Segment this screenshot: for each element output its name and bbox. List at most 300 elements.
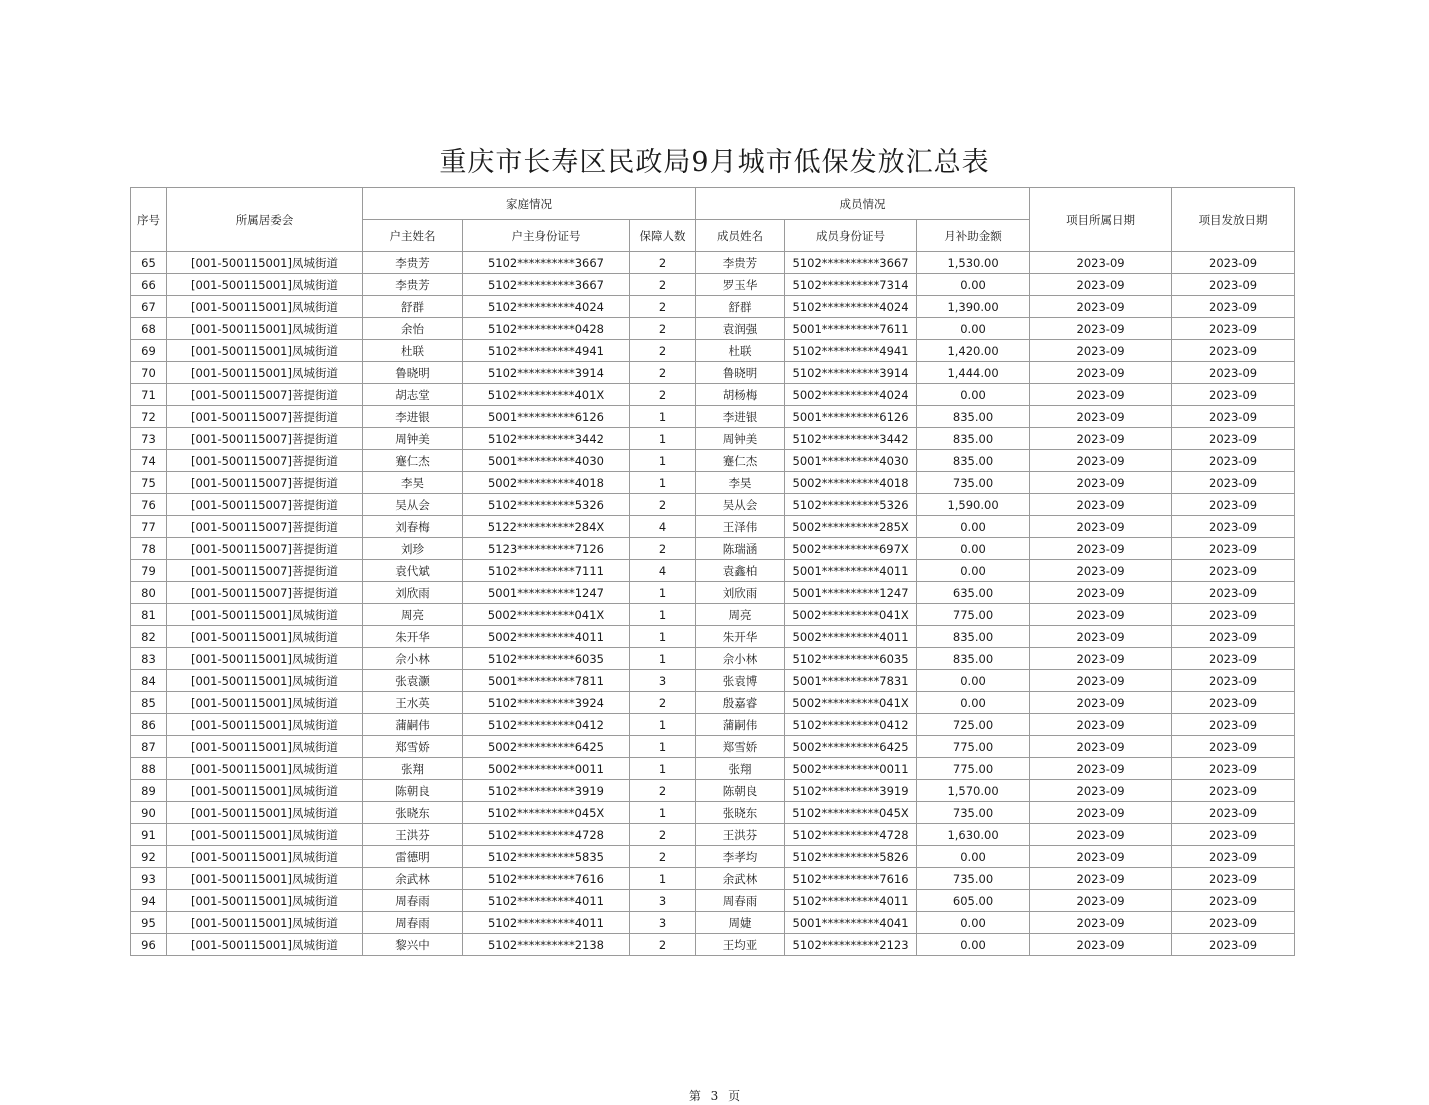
- cell-issue-date: 2023-09: [1172, 494, 1295, 516]
- cell-item-date: 2023-09: [1030, 890, 1172, 912]
- cell-amount: 0.00: [917, 670, 1030, 692]
- cell-item-date: 2023-09: [1030, 560, 1172, 582]
- cell-committee: [001-500115007]菩提街道: [167, 406, 363, 428]
- cell-head-name: 郑雪娇: [363, 736, 463, 758]
- cell-amount: 775.00: [917, 604, 1030, 626]
- cell-seq: 78: [131, 538, 167, 560]
- table-row: [131, 516, 1295, 538]
- cell-committee: [001-500115001]凤城街道: [167, 648, 363, 670]
- table-row: [131, 846, 1295, 868]
- cell-head-id: 5001**********6126: [463, 406, 630, 428]
- header-head-id: 户主身份证号: [463, 220, 630, 252]
- cell-head-id: 5001**********7811: [463, 670, 630, 692]
- cell-item-date: 2023-09: [1030, 670, 1172, 692]
- cell-issue-date: 2023-09: [1172, 692, 1295, 714]
- cell-seq: 69: [131, 340, 167, 362]
- cell-committee: [001-500115001]凤城街道: [167, 318, 363, 340]
- cell-seq: 76: [131, 494, 167, 516]
- cell-head-name: 李昊: [363, 472, 463, 494]
- cell-committee: [001-500115001]凤城街道: [167, 824, 363, 846]
- cell-head-id: 5102**********6035: [463, 648, 630, 670]
- cell-head-id: 5001**********4030: [463, 450, 630, 472]
- cell-count: 2: [630, 296, 696, 318]
- cell-seq: 91: [131, 824, 167, 846]
- cell-amount: 735.00: [917, 802, 1030, 824]
- cell-committee: [001-500115007]菩提街道: [167, 538, 363, 560]
- cell-seq: 79: [131, 560, 167, 582]
- cell-seq: 75: [131, 472, 167, 494]
- cell-amount: 0.00: [917, 934, 1030, 956]
- cell-item-date: 2023-09: [1030, 538, 1172, 560]
- cell-item-date: 2023-09: [1030, 582, 1172, 604]
- table-row: [131, 648, 1295, 670]
- cell-issue-date: 2023-09: [1172, 846, 1295, 868]
- cell-amount: 0.00: [917, 538, 1030, 560]
- table-row: [131, 780, 1295, 802]
- cell-member-id: 5002**********285X: [785, 516, 917, 538]
- cell-issue-date: 2023-09: [1172, 472, 1295, 494]
- cell-head-name: 陈朝良: [363, 780, 463, 802]
- cell-member-name: 李昊: [696, 472, 785, 494]
- header-member-group: 成员情况: [696, 188, 1030, 220]
- cell-member-name: 李孝均: [696, 846, 785, 868]
- cell-member-name: 余武林: [696, 868, 785, 890]
- cell-head-id: 5102**********3924: [463, 692, 630, 714]
- cell-item-date: 2023-09: [1030, 780, 1172, 802]
- cell-count: 2: [630, 538, 696, 560]
- table-row: [131, 890, 1295, 912]
- cell-member-name: 杜联: [696, 340, 785, 362]
- cell-head-name: 刘欣雨: [363, 582, 463, 604]
- cell-head-id: 5102**********0412: [463, 714, 630, 736]
- cell-count: 1: [630, 714, 696, 736]
- cell-count: 2: [630, 318, 696, 340]
- cell-head-id: 5002**********0011: [463, 758, 630, 780]
- cell-issue-date: 2023-09: [1172, 538, 1295, 560]
- cell-issue-date: 2023-09: [1172, 824, 1295, 846]
- cell-amount: 0.00: [917, 692, 1030, 714]
- cell-member-name: 李进银: [696, 406, 785, 428]
- cell-seq: 72: [131, 406, 167, 428]
- cell-count: 1: [630, 736, 696, 758]
- cell-member-name: 刘欣雨: [696, 582, 785, 604]
- cell-item-date: 2023-09: [1030, 648, 1172, 670]
- cell-member-id: 5001**********4030: [785, 450, 917, 472]
- cell-seq: 94: [131, 890, 167, 912]
- table-row: [131, 340, 1295, 362]
- table-row: [131, 384, 1295, 406]
- cell-issue-date: 2023-09: [1172, 934, 1295, 956]
- cell-member-name: 陈瑞涵: [696, 538, 785, 560]
- cell-member-id: 5002**********6425: [785, 736, 917, 758]
- cell-committee: [001-500115001]凤城街道: [167, 736, 363, 758]
- cell-count: 1: [630, 406, 696, 428]
- table-row: [131, 758, 1295, 780]
- cell-item-date: 2023-09: [1030, 846, 1172, 868]
- cell-head-name: 蒲嗣伟: [363, 714, 463, 736]
- table-row: [131, 450, 1295, 472]
- table-row: [131, 274, 1295, 296]
- cell-member-id: 5001**********1247: [785, 582, 917, 604]
- table-row: [131, 472, 1295, 494]
- cell-member-id: 5102**********2123: [785, 934, 917, 956]
- table-row: [131, 868, 1295, 890]
- cell-amount: 0.00: [917, 560, 1030, 582]
- cell-head-id: 5102**********045X: [463, 802, 630, 824]
- header-family-group: 家庭情况: [363, 188, 696, 220]
- cell-committee: [001-500115007]菩提街道: [167, 384, 363, 406]
- table-header: [131, 188, 1295, 252]
- cell-member-id: 5102**********7314: [785, 274, 917, 296]
- cell-member-id: 5102**********4941: [785, 340, 917, 362]
- cell-committee: [001-500115007]菩提街道: [167, 472, 363, 494]
- cell-count: 4: [630, 516, 696, 538]
- cell-head-name: 舒群: [363, 296, 463, 318]
- table-row: [131, 604, 1295, 626]
- cell-amount: 1,390.00: [917, 296, 1030, 318]
- table-row: [131, 362, 1295, 384]
- cell-head-id: 5002**********4018: [463, 472, 630, 494]
- cell-issue-date: 2023-09: [1172, 450, 1295, 472]
- cell-member-name: 舒群: [696, 296, 785, 318]
- cell-item-date: 2023-09: [1030, 274, 1172, 296]
- cell-issue-date: 2023-09: [1172, 736, 1295, 758]
- cell-amount: 835.00: [917, 648, 1030, 670]
- cell-amount: 835.00: [917, 406, 1030, 428]
- cell-count: 2: [630, 274, 696, 296]
- cell-seq: 95: [131, 912, 167, 934]
- page-number: 3: [710, 1089, 719, 1103]
- cell-head-name: 朱开华: [363, 626, 463, 648]
- cell-member-name: 朱开华: [696, 626, 785, 648]
- cell-committee: [001-500115001]凤城街道: [167, 626, 363, 648]
- cell-issue-date: 2023-09: [1172, 296, 1295, 318]
- cell-member-id: 5002**********041X: [785, 692, 917, 714]
- cell-member-id: 5002**********4018: [785, 472, 917, 494]
- page-footer: [0, 1087, 1429, 1104]
- table-row: [131, 560, 1295, 582]
- cell-amount: 0.00: [917, 384, 1030, 406]
- cell-member-id: 5102**********7616: [785, 868, 917, 890]
- cell-committee: [001-500115001]凤城街道: [167, 846, 363, 868]
- cell-committee: [001-500115001]凤城街道: [167, 758, 363, 780]
- cell-item-date: 2023-09: [1030, 450, 1172, 472]
- cell-member-id: 5002**********0011: [785, 758, 917, 780]
- cell-committee: [001-500115007]菩提街道: [167, 516, 363, 538]
- cell-count: 1: [630, 450, 696, 472]
- cell-head-id: 5102**********401X: [463, 384, 630, 406]
- page-title: 重庆市长寿区民政局9月城市低保发放汇总表: [439, 147, 990, 178]
- cell-head-id: 5102**********3667: [463, 252, 630, 274]
- cell-member-name: 周钟美: [696, 428, 785, 450]
- cell-member-id: 5102**********4011: [785, 890, 917, 912]
- cell-committee: [001-500115001]凤城街道: [167, 362, 363, 384]
- cell-head-id: 5001**********1247: [463, 582, 630, 604]
- cell-head-name: 刘珍: [363, 538, 463, 560]
- cell-member-name: 张翔: [696, 758, 785, 780]
- cell-head-name: 刘春梅: [363, 516, 463, 538]
- cell-seq: 71: [131, 384, 167, 406]
- table-row: [131, 802, 1295, 824]
- cell-amount: 835.00: [917, 428, 1030, 450]
- cell-member-name: 袁润强: [696, 318, 785, 340]
- cell-item-date: 2023-09: [1030, 824, 1172, 846]
- cell-member-id: 5102**********0412: [785, 714, 917, 736]
- cell-seq: 70: [131, 362, 167, 384]
- cell-head-id: 5102**********5326: [463, 494, 630, 516]
- table-row: [131, 912, 1295, 934]
- cell-member-name: 张晓东: [696, 802, 785, 824]
- header-item-date: 项目所属日期: [1030, 188, 1172, 252]
- cell-seq: 67: [131, 296, 167, 318]
- cell-issue-date: 2023-09: [1172, 406, 1295, 428]
- cell-committee: [001-500115001]凤城街道: [167, 780, 363, 802]
- cell-seq: 80: [131, 582, 167, 604]
- cell-member-name: 周亮: [696, 604, 785, 626]
- cell-count: 3: [630, 670, 696, 692]
- header-head-name: 户主姓名: [363, 220, 463, 252]
- cell-member-id: 5102**********4728: [785, 824, 917, 846]
- cell-head-id: 5102**********3667: [463, 274, 630, 296]
- cell-member-id: 5001**********4041: [785, 912, 917, 934]
- cell-seq: 92: [131, 846, 167, 868]
- cell-issue-date: 2023-09: [1172, 428, 1295, 450]
- cell-issue-date: 2023-09: [1172, 384, 1295, 406]
- cell-head-id: 5002**********4011: [463, 626, 630, 648]
- cell-member-name: 陈朝良: [696, 780, 785, 802]
- cell-committee: [001-500115001]凤城街道: [167, 604, 363, 626]
- cell-issue-date: 2023-09: [1172, 758, 1295, 780]
- cell-amount: 735.00: [917, 472, 1030, 494]
- table-row: [131, 296, 1295, 318]
- cell-seq: 85: [131, 692, 167, 714]
- cell-count: 2: [630, 252, 696, 274]
- cell-committee: [001-500115007]菩提街道: [167, 450, 363, 472]
- table-row: [131, 824, 1295, 846]
- cell-head-name: 袁代斌: [363, 560, 463, 582]
- cell-seq: 86: [131, 714, 167, 736]
- cell-count: 4: [630, 560, 696, 582]
- cell-item-date: 2023-09: [1030, 318, 1172, 340]
- cell-seq: 88: [131, 758, 167, 780]
- cell-head-id: 5102**********4941: [463, 340, 630, 362]
- cell-head-name: 蹇仁杰: [363, 450, 463, 472]
- table-row: [131, 626, 1295, 648]
- cell-member-id: 5002**********697X: [785, 538, 917, 560]
- cell-count: 1: [630, 626, 696, 648]
- cell-amount: 735.00: [917, 868, 1030, 890]
- cell-head-name: 黎兴中: [363, 934, 463, 956]
- cell-member-name: 蒲嗣伟: [696, 714, 785, 736]
- cell-amount: 0.00: [917, 912, 1030, 934]
- cell-member-name: 郑雪娇: [696, 736, 785, 758]
- cell-committee: [001-500115001]凤城街道: [167, 692, 363, 714]
- cell-head-name: 周春雨: [363, 890, 463, 912]
- cell-member-name: 鲁晓明: [696, 362, 785, 384]
- cell-seq: 77: [131, 516, 167, 538]
- cell-item-date: 2023-09: [1030, 472, 1172, 494]
- cell-member-name: 袁鑫柏: [696, 560, 785, 582]
- cell-committee: [001-500115001]凤城街道: [167, 802, 363, 824]
- cell-member-name: 周婕: [696, 912, 785, 934]
- cell-head-name: 周亮: [363, 604, 463, 626]
- cell-issue-date: 2023-09: [1172, 560, 1295, 582]
- cell-member-name: 殷嘉睿: [696, 692, 785, 714]
- cell-head-id: 5002**********041X: [463, 604, 630, 626]
- cell-amount: 0.00: [917, 318, 1030, 340]
- cell-head-id: 5102**********4011: [463, 912, 630, 934]
- cell-amount: 1,530.00: [917, 252, 1030, 274]
- cell-member-name: 吴从会: [696, 494, 785, 516]
- cell-member-name: 蹇仁杰: [696, 450, 785, 472]
- cell-issue-date: 2023-09: [1172, 912, 1295, 934]
- cell-head-name: 李贵芳: [363, 252, 463, 274]
- cell-count: 3: [630, 912, 696, 934]
- cell-issue-date: 2023-09: [1172, 318, 1295, 340]
- cell-item-date: 2023-09: [1030, 758, 1172, 780]
- cell-count: 2: [630, 384, 696, 406]
- cell-head-name: 杜联: [363, 340, 463, 362]
- cell-member-id: 5102**********045X: [785, 802, 917, 824]
- cell-head-id: 5122**********284X: [463, 516, 630, 538]
- cell-head-id: 5102**********5835: [463, 846, 630, 868]
- cell-amount: 725.00: [917, 714, 1030, 736]
- cell-head-id: 5102**********7111: [463, 560, 630, 582]
- relief-summary-table: [130, 187, 1295, 956]
- cell-item-date: 2023-09: [1030, 604, 1172, 626]
- cell-issue-date: 2023-09: [1172, 648, 1295, 670]
- cell-head-name: 王水英: [363, 692, 463, 714]
- cell-amount: 605.00: [917, 890, 1030, 912]
- cell-member-name: 胡杨梅: [696, 384, 785, 406]
- cell-item-date: 2023-09: [1030, 384, 1172, 406]
- cell-count: 2: [630, 692, 696, 714]
- cell-head-id: 5102**********2138: [463, 934, 630, 956]
- cell-issue-date: 2023-09: [1172, 802, 1295, 824]
- cell-seq: 83: [131, 648, 167, 670]
- cell-count: 1: [630, 758, 696, 780]
- cell-committee: [001-500115007]菩提街道: [167, 428, 363, 450]
- cell-issue-date: 2023-09: [1172, 582, 1295, 604]
- cell-amount: 1,630.00: [917, 824, 1030, 846]
- cell-item-date: 2023-09: [1030, 692, 1172, 714]
- cell-item-date: 2023-09: [1030, 626, 1172, 648]
- cell-member-id: 5002**********041X: [785, 604, 917, 626]
- header-count: 保障人数: [630, 220, 696, 252]
- cell-count: 2: [630, 934, 696, 956]
- cell-member-id: 5102**********3914: [785, 362, 917, 384]
- cell-member-id: 5102**********3667: [785, 252, 917, 274]
- cell-head-name: 王洪芬: [363, 824, 463, 846]
- table-row: [131, 582, 1295, 604]
- cell-issue-date: 2023-09: [1172, 340, 1295, 362]
- cell-committee: [001-500115001]凤城街道: [167, 252, 363, 274]
- cell-seq: 90: [131, 802, 167, 824]
- table-row: [131, 406, 1295, 428]
- cell-seq: 96: [131, 934, 167, 956]
- cell-member-name: 张袁博: [696, 670, 785, 692]
- cell-count: 2: [630, 362, 696, 384]
- cell-item-date: 2023-09: [1030, 736, 1172, 758]
- cell-head-name: 周钟美: [363, 428, 463, 450]
- cell-head-name: 张晓东: [363, 802, 463, 824]
- cell-issue-date: 2023-09: [1172, 714, 1295, 736]
- cell-seq: 82: [131, 626, 167, 648]
- cell-committee: [001-500115001]凤城街道: [167, 274, 363, 296]
- table-row: [131, 736, 1295, 758]
- cell-committee: [001-500115001]凤城街道: [167, 868, 363, 890]
- table-row: [131, 934, 1295, 956]
- cell-issue-date: 2023-09: [1172, 780, 1295, 802]
- cell-head-id: 5102**********4024: [463, 296, 630, 318]
- cell-item-date: 2023-09: [1030, 934, 1172, 956]
- cell-member-id: 5102**********3919: [785, 780, 917, 802]
- cell-seq: 81: [131, 604, 167, 626]
- cell-member-id: 5001**********7611: [785, 318, 917, 340]
- cell-item-date: 2023-09: [1030, 296, 1172, 318]
- cell-head-name: 李贵芳: [363, 274, 463, 296]
- cell-seq: 89: [131, 780, 167, 802]
- cell-member-id: 5001**********4011: [785, 560, 917, 582]
- cell-amount: 1,444.00: [917, 362, 1030, 384]
- cell-count: 1: [630, 604, 696, 626]
- cell-head-id: 5102**********3914: [463, 362, 630, 384]
- cell-issue-date: 2023-09: [1172, 252, 1295, 274]
- cell-item-date: 2023-09: [1030, 362, 1172, 384]
- header-member-name: 成员姓名: [696, 220, 785, 252]
- page-number-prefix: 第: [688, 1089, 701, 1103]
- cell-committee: [001-500115007]菩提街道: [167, 494, 363, 516]
- cell-head-id: 5123**********7126: [463, 538, 630, 560]
- cell-amount: 835.00: [917, 626, 1030, 648]
- cell-amount: 0.00: [917, 274, 1030, 296]
- cell-committee: [001-500115001]凤城街道: [167, 912, 363, 934]
- cell-item-date: 2023-09: [1030, 802, 1172, 824]
- cell-head-id: 5102**********4011: [463, 890, 630, 912]
- cell-member-name: 李贵芳: [696, 252, 785, 274]
- cell-head-id: 5102**********0428: [463, 318, 630, 340]
- cell-head-id: 5002**********6425: [463, 736, 630, 758]
- header-committee: 所属居委会: [167, 188, 363, 252]
- cell-amount: 1,590.00: [917, 494, 1030, 516]
- cell-head-name: 余怡: [363, 318, 463, 340]
- cell-issue-date: 2023-09: [1172, 670, 1295, 692]
- cell-issue-date: 2023-09: [1172, 890, 1295, 912]
- cell-head-name: 余武林: [363, 868, 463, 890]
- cell-member-id: 5102**********4024: [785, 296, 917, 318]
- cell-count: 1: [630, 472, 696, 494]
- cell-committee: [001-500115001]凤城街道: [167, 714, 363, 736]
- table-row: [131, 318, 1295, 340]
- cell-seq: 74: [131, 450, 167, 472]
- cell-member-id: 5102**********6035: [785, 648, 917, 670]
- table-body: [131, 252, 1295, 956]
- cell-count: 1: [630, 428, 696, 450]
- table-row: [131, 670, 1295, 692]
- cell-count: 1: [630, 648, 696, 670]
- table-row: [131, 692, 1295, 714]
- cell-count: 3: [630, 890, 696, 912]
- cell-seq: 66: [131, 274, 167, 296]
- cell-member-id: 5002**********4024: [785, 384, 917, 406]
- cell-issue-date: 2023-09: [1172, 362, 1295, 384]
- cell-member-id: 5102**********3442: [785, 428, 917, 450]
- cell-count: 2: [630, 824, 696, 846]
- cell-count: 2: [630, 846, 696, 868]
- cell-count: 1: [630, 802, 696, 824]
- header-member-id: 成员身份证号: [785, 220, 917, 252]
- cell-head-id: 5102**********3919: [463, 780, 630, 802]
